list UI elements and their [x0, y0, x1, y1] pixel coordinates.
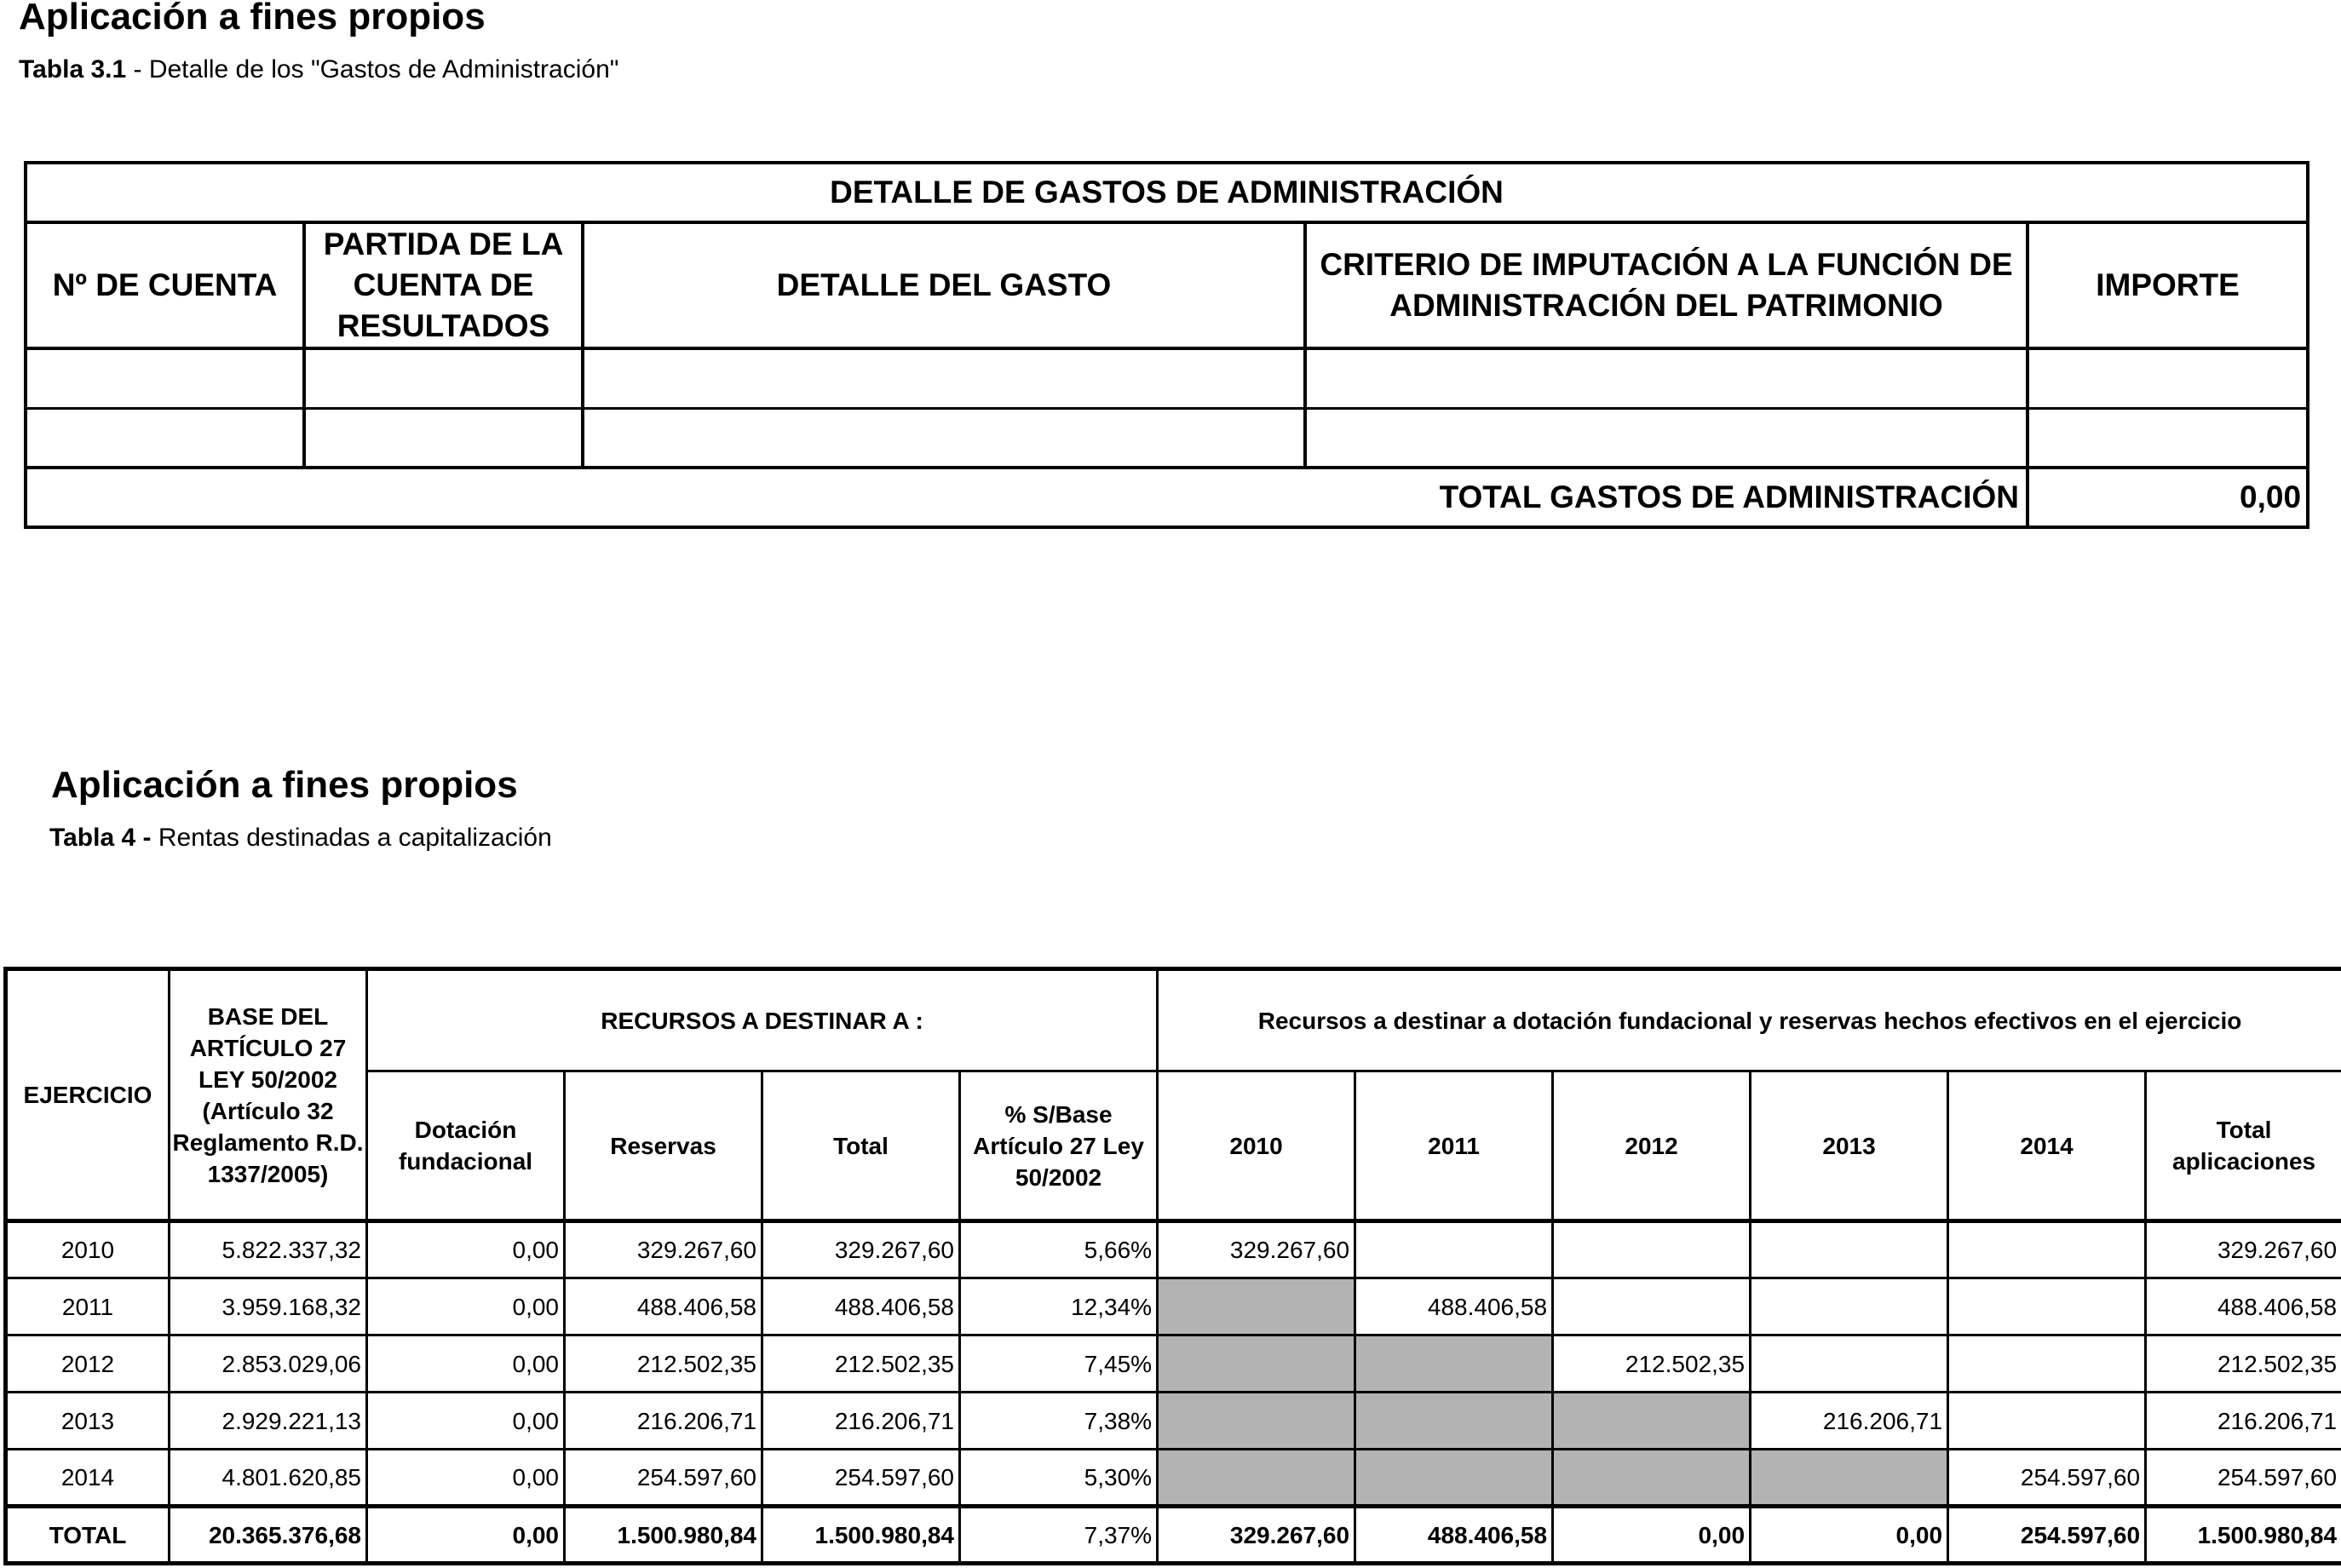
- cell-ejercicio: 2012: [6, 1335, 170, 1393]
- cell-total: 488.406,58: [762, 1278, 960, 1335]
- cell-pct: 5,30%: [960, 1450, 1158, 1507]
- t31-cell: [1305, 408, 2028, 468]
- cell-total-aplicaciones: 1.500.980,84: [2146, 1507, 2341, 1564]
- section2-title: Aplicación a fines propios: [51, 764, 518, 806]
- t31-cell: [2028, 408, 2308, 468]
- t31-cell: [304, 408, 583, 468]
- cell-total: 216.206,71: [762, 1393, 960, 1450]
- t4-h-ejercicio: EJERCICIO: [6, 969, 170, 1221]
- section1-subtitle-bold: Tabla 3.1: [19, 55, 127, 83]
- shaded-cell: [1355, 1450, 1553, 1507]
- t4-h-dotacion: Dotación fundacional: [367, 1071, 565, 1221]
- cell-2013: [1751, 1221, 1948, 1278]
- t31-col-criterio: CRITERIO DE IMPUTACIÓN A LA FUNCIÓN DE ADMINISTRACIÓN DEL PATRIMONIO: [1305, 222, 2028, 348]
- cell-base: 2.853.029,06: [170, 1335, 367, 1393]
- t4-h-2013: 2013: [1751, 1071, 1948, 1221]
- t4-h-efectivos: Recursos a destinar a dotación fundacional y reservas hechos efectivos en el ejercicio: [1158, 969, 2341, 1071]
- section1-subtitle: [19, 56, 618, 83]
- cell-reservas: 212.502,35: [565, 1335, 762, 1393]
- section2-subtitle: [49, 824, 552, 852]
- t31-cell: [2028, 348, 2308, 408]
- cell-ejercicio: 2011: [6, 1278, 170, 1335]
- rentas-capitalizacion-table: [3, 967, 2341, 1565]
- gastos-administracion-table: [24, 161, 2309, 529]
- cell-reservas: 216.206,71: [565, 1393, 762, 1450]
- t4-h-total-aplicaciones: Total aplicaciones: [2146, 1071, 2341, 1221]
- cell-base: 4.801.620,85: [170, 1450, 367, 1507]
- cell-ejercicio: 2010: [6, 1221, 170, 1278]
- t4-h-recursos: RECURSOS A DESTINAR A :: [367, 969, 1158, 1071]
- cell-total-aplicaciones: 216.206,71: [2146, 1393, 2341, 1450]
- cell-2013: 216.206,71: [1751, 1393, 1948, 1450]
- t31-cell: [583, 408, 1305, 468]
- t31-cell: [304, 348, 583, 408]
- total-row: [6, 1507, 2341, 1564]
- cell-2010: 329.267,60: [1158, 1507, 1355, 1564]
- cell-2013: 0,00: [1751, 1507, 1948, 1564]
- table-row: [6, 1221, 2341, 1278]
- table-row: [6, 1450, 2341, 1507]
- t4-h-2010: 2010: [1158, 1071, 1355, 1221]
- cell-total: 212.502,35: [762, 1335, 960, 1393]
- shaded-cell: [1355, 1335, 1553, 1393]
- cell-base: 3.959.168,32: [170, 1278, 367, 1335]
- section2-subtitle-bold: Tabla 4 -: [49, 824, 152, 852]
- t4-h-base: BASE DEL ARTÍCULO 27 LEY 50/2002 (Artículo 32 Reglamento R.D. 1337/2005): [170, 969, 367, 1221]
- t31-total-value: 0,00: [2028, 468, 2308, 527]
- shaded-cell: [1158, 1393, 1355, 1450]
- cell-2014: 254.597,60: [1948, 1507, 2146, 1564]
- section1-title: Aplicación a fines propios: [19, 0, 486, 37]
- cell-dotacion: 0,00: [367, 1335, 565, 1393]
- cell-pct: 7,45%: [960, 1335, 1158, 1393]
- t4-h-reservas: Reservas: [565, 1071, 762, 1221]
- cell-total: 329.267,60: [762, 1221, 960, 1278]
- cell-total: 254.597,60: [762, 1450, 960, 1507]
- cell-ejercicio: TOTAL: [6, 1507, 170, 1564]
- cell-pct: 7,37%: [960, 1507, 1158, 1564]
- cell-reservas: 254.597,60: [565, 1450, 762, 1507]
- t31-header-main: DETALLE DE GASTOS DE ADMINISTRACIÓN: [26, 163, 2308, 222]
- table-row: [6, 1393, 2341, 1450]
- table-row: [6, 1335, 2341, 1393]
- cell-2012: 0,00: [1553, 1507, 1751, 1564]
- t4-h-2011: 2011: [1355, 1071, 1553, 1221]
- cell-2014: [1948, 1393, 2146, 1450]
- cell-pct: 12,34%: [960, 1278, 1158, 1335]
- shaded-cell: [1553, 1450, 1751, 1507]
- shaded-cell: [1158, 1450, 1355, 1507]
- cell-total-aplicaciones: 488.406,58: [2146, 1278, 2341, 1335]
- cell-2011: 488.406,58: [1355, 1278, 1553, 1335]
- shaded-cell: [1158, 1278, 1355, 1335]
- cell-ejercicio: 2013: [6, 1393, 170, 1450]
- cell-total-aplicaciones: 212.502,35: [2146, 1335, 2341, 1393]
- cell-2013: [1751, 1335, 1948, 1393]
- t31-col-partida: PARTIDA DE LA CUENTA DE RESULTADOS: [304, 222, 583, 348]
- t4-h-pct: % S/Base Artículo 27 Ley 50/2002: [960, 1071, 1158, 1221]
- shaded-cell: [1751, 1450, 1948, 1507]
- cell-base: 20.365.376,68: [170, 1507, 367, 1564]
- cell-dotacion: 0,00: [367, 1278, 565, 1335]
- cell-reservas: 488.406,58: [565, 1278, 762, 1335]
- cell-reservas: 329.267,60: [565, 1221, 762, 1278]
- cell-2011: 488.406,58: [1355, 1507, 1553, 1564]
- cell-total: 1.500.980,84: [762, 1507, 960, 1564]
- cell-2014: [1948, 1278, 2146, 1335]
- t31-cell: [1305, 348, 2028, 408]
- shaded-cell: [1158, 1335, 1355, 1393]
- cell-2014: [1948, 1221, 2146, 1278]
- cell-dotacion: 0,00: [367, 1507, 565, 1564]
- t31-cell: [583, 348, 1305, 408]
- shaded-cell: [1553, 1393, 1751, 1450]
- cell-2010: 329.267,60: [1158, 1221, 1355, 1278]
- section1-subtitle-rest: - Detalle de los "Gastos de Administración": [126, 55, 619, 83]
- t31-cell: [26, 408, 304, 468]
- cell-base: 5.822.337,32: [170, 1221, 367, 1278]
- cell-dotacion: 0,00: [367, 1393, 565, 1450]
- t4-h-2014: 2014: [1948, 1071, 2146, 1221]
- cell-2011: [1355, 1221, 1553, 1278]
- cell-pct: 7,38%: [960, 1393, 1158, 1450]
- cell-pct: 5,66%: [960, 1221, 1158, 1278]
- cell-total-aplicaciones: 329.267,60: [2146, 1221, 2341, 1278]
- cell-total-aplicaciones: 254.597,60: [2146, 1450, 2341, 1507]
- t31-cell: [26, 348, 304, 408]
- t4-h-2012: 2012: [1553, 1071, 1751, 1221]
- cell-2014: 254.597,60: [1948, 1450, 2146, 1507]
- cell-2012: [1553, 1278, 1751, 1335]
- cell-ejercicio: 2014: [6, 1450, 170, 1507]
- cell-reservas: 1.500.980,84: [565, 1507, 762, 1564]
- cell-2013: [1751, 1278, 1948, 1335]
- table-row: [6, 1278, 2341, 1335]
- section2-subtitle-rest: Rentas destinadas a capitalización: [151, 824, 552, 852]
- cell-dotacion: 0,00: [367, 1221, 565, 1278]
- cell-dotacion: 0,00: [367, 1450, 565, 1507]
- t31-col-cuenta: Nº DE CUENTA: [26, 222, 304, 348]
- cell-2012: [1553, 1221, 1751, 1278]
- t4-h-total: Total: [762, 1071, 960, 1221]
- t31-col-detalle: DETALLE DEL GASTO: [583, 222, 1305, 348]
- cell-2012: 212.502,35: [1553, 1335, 1751, 1393]
- cell-base: 2.929.221,13: [170, 1393, 367, 1450]
- t31-total-label: TOTAL GASTOS DE ADMINISTRACIÓN: [26, 468, 2028, 527]
- cell-2014: [1948, 1335, 2146, 1393]
- shaded-cell: [1355, 1393, 1553, 1450]
- t31-col-importe: IMPORTE: [2028, 222, 2308, 348]
